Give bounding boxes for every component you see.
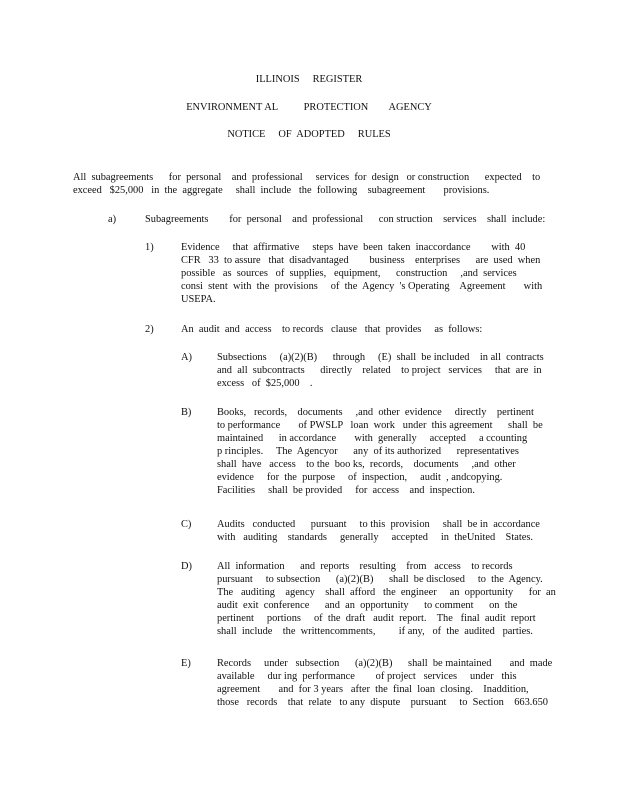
- sub-a-text: [217, 351, 544, 390]
- sub-b-line: Facilities shall be provided for access and inspection.: [217, 485, 475, 496]
- intro-paragraph: [73, 171, 540, 197]
- sub-b-line: shall have access to the boo ks, records, documents ,and other: [217, 459, 516, 470]
- register-title: ILLINOIS REGISTER: [255, 74, 363, 85]
- item-a-label: a): [108, 214, 117, 225]
- sub-c-line: Audits conducted pursuant to this provision shall be in accordance: [217, 519, 540, 530]
- item-1-line: consi stent with the provisions of the Agency 's Operating Agreement with: [181, 281, 543, 292]
- notice-title: NOTICE OF ADOPTED RULES: [227, 129, 391, 140]
- sub-e-label: E): [181, 658, 191, 669]
- item-1-line: CFR 33 to assure that disadvantaged business enterprises are used when: [181, 255, 541, 266]
- intro-line: exceed $25,000 in the aggregate shall include the following subagreement provisions.: [73, 185, 490, 196]
- sub-e-line: available dur ing performance of project services under this: [217, 671, 517, 682]
- sub-a-label: A): [181, 352, 192, 363]
- sub-d-line: audit exit conference and an opportunity to comment on the: [217, 600, 518, 611]
- sub-c-text: [217, 518, 540, 544]
- sub-a-line: and all subcontracts directly related to project services that are in: [217, 365, 542, 376]
- agency-title: ENVIRONMENT AL PROTECTION AGENCY: [186, 102, 432, 113]
- sub-b-line: p rinciples. The Agencyor any of its authorized representatives: [217, 446, 519, 457]
- item-a-text: Subagreements for personal and professional con struction services shall include:: [145, 214, 546, 225]
- sub-b-line: to performance of PWSLP loan work under this agreement shall be: [217, 420, 543, 431]
- sub-d-line: pursuant to subsection (a)(2)(B) shall be disclosed to the Agency.: [217, 574, 543, 585]
- sub-d-label: D): [181, 561, 192, 572]
- sub-d-line: The auditing agency shall afford the engineer an opportunity for an: [217, 587, 556, 598]
- sub-e-text: [217, 657, 552, 709]
- sub-c-label: C): [181, 519, 192, 530]
- item-1-line: USEPA.: [181, 294, 216, 305]
- item-1-label: 1): [145, 242, 154, 253]
- item-2-label: 2): [145, 324, 154, 335]
- sub-b-line: evidence for the purpose of inspection, audit , andcopying.: [217, 472, 503, 483]
- sub-b-label: B): [181, 407, 192, 418]
- sub-b-line: maintained in accordance with generally accepted a ccounting: [217, 433, 528, 444]
- item-1-text: [181, 241, 542, 306]
- sub-c-line: with auditing standards generally accepted in theUnited States.: [217, 532, 533, 543]
- sub-a-line: Subsections (a)(2)(B) through (E) shall be included in all contracts: [217, 352, 544, 363]
- item-1-line: Evidence that affirmative steps have been taken inaccordance with 40: [181, 242, 526, 253]
- sub-d-line: All information and reports resulting from access to records: [217, 561, 513, 572]
- sub-b-text: [217, 406, 543, 497]
- sub-d-line: shall include the writtencomments, if any, of the audited parties.: [217, 626, 533, 637]
- sub-e-line: agreement and for 3 years after the final loan closing. Inaddition,: [217, 684, 529, 695]
- sub-b-line: Books, records, documents ,and other evidence directly pertinent: [217, 407, 534, 418]
- sub-e-line: Records under subsection (a)(2)(B) shall be maintained and made: [217, 658, 553, 669]
- sub-d-line: pertinent portions of the draft audit report. The final audit report: [217, 613, 536, 624]
- intro-line: All subagreements for personal and professional services for design or construction expected to: [73, 172, 541, 183]
- item-2-text: An audit and access to records clause that provides as follows:: [181, 324, 483, 335]
- sub-d-text: [217, 560, 556, 638]
- sub-e-line: those records that relate to any dispute pursuant to Section 663.650: [217, 697, 548, 708]
- item-1-line: possible as sources of supplies, equipment, construction ,and services: [181, 268, 517, 279]
- sub-a-line: excess of $25,000 .: [217, 378, 313, 389]
